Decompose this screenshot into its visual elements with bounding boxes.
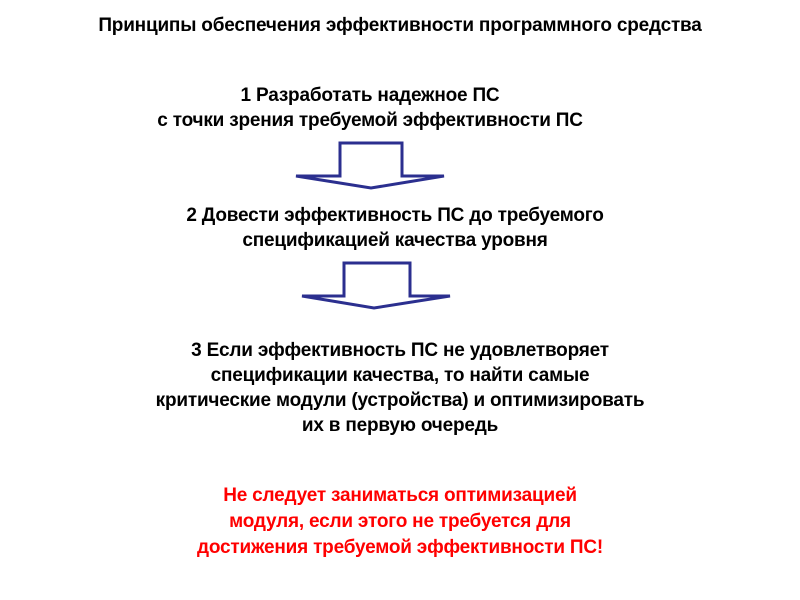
- warning-note-line-1: Не следует заниматься оптимизацией: [223, 485, 577, 506]
- step-3-line-3: критические модули (устройства) и оптимизировать: [155, 390, 645, 411]
- step-2-line-2: спецификацией качества уровня: [242, 230, 548, 251]
- down-arrow-icon: [292, 140, 448, 192]
- down-arrow-shape: [296, 143, 444, 188]
- step-1-line-1: 1 Разработать надежное ПС: [240, 85, 500, 106]
- down-arrow-shape: [302, 263, 450, 308]
- down-arrow-icon: [298, 260, 454, 312]
- warning-note-line-3: достижения требуемой эффективности ПС!: [197, 537, 603, 558]
- warning-note-line-2: модуля, если этого не требуется для: [229, 511, 571, 532]
- step-1-line-2: с точки зрения требуемой эффективности ПС: [157, 110, 583, 131]
- page-title: Принципы обеспечения эффективности программного средства: [98, 15, 702, 36]
- step-3-line-2: спецификации качества, то найти самые: [210, 365, 590, 386]
- step-1: [100, 83, 640, 133]
- step-3-line-1: 3 Если эффективность ПС не удовлетворяет: [191, 340, 609, 361]
- step-2: [120, 203, 670, 253]
- step-2-line-1: 2 Довести эффективность ПС до требуемого: [186, 205, 604, 226]
- warning-note: [100, 483, 700, 561]
- step-3-line-4: их в первую очередь: [301, 415, 499, 436]
- step-3: [90, 338, 710, 438]
